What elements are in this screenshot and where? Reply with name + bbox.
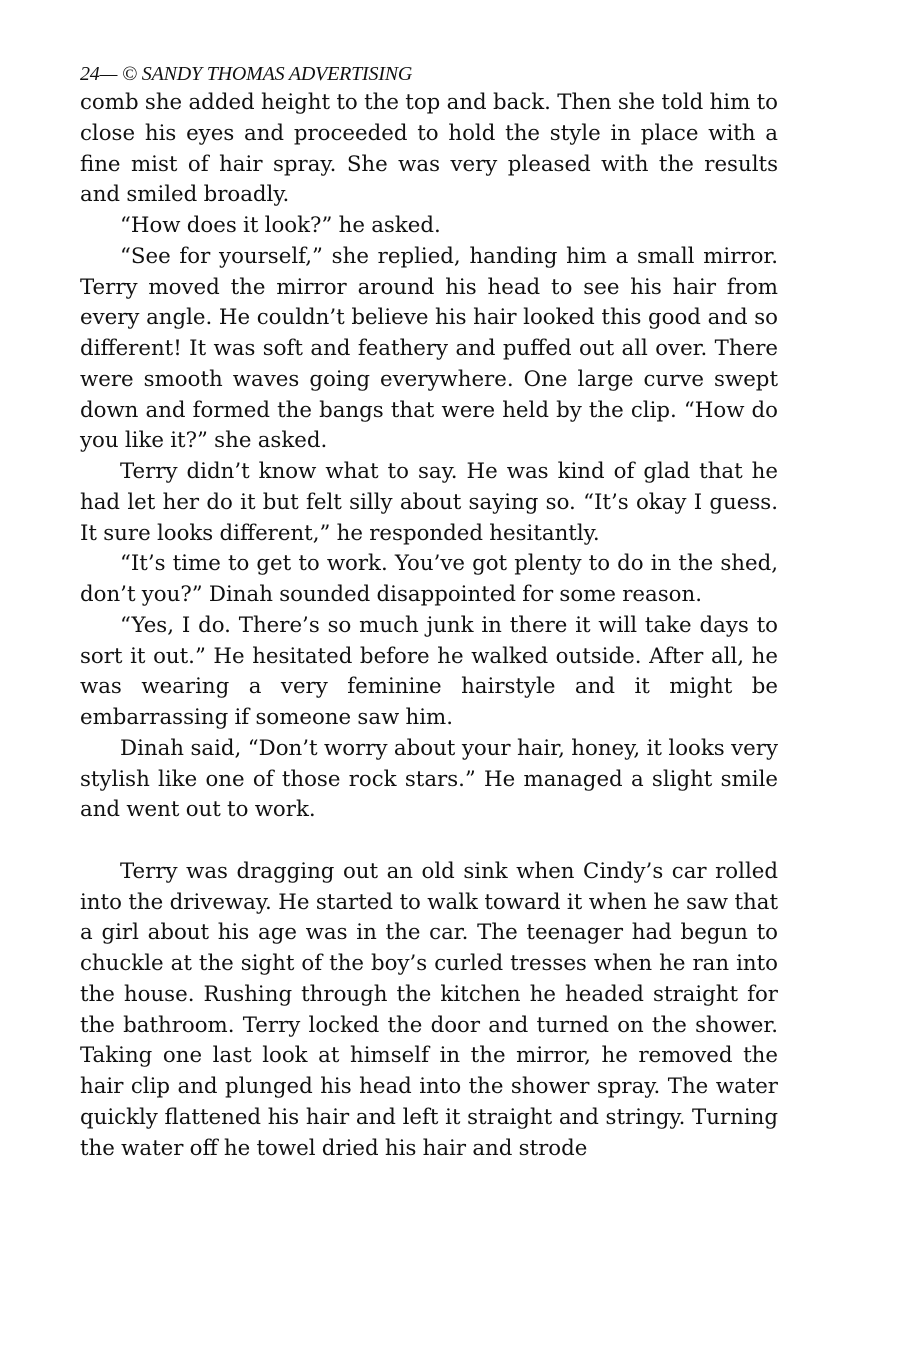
paragraph: “How does it look?” he asked.: [120, 213, 441, 238]
book-page: [80, 62, 778, 1164]
body-text: [80, 88, 778, 1164]
paragraph: “See for yourself,” she replied, handing him a small mirror. Terry moved the mirror around his head to see his hair from every angle. He couldn’t believe his hair looked this good and so different! It was soft and feathery and puffed out all over. There were smooth waves going everywhere. One large curve swept down and formed the bangs that were held by the clip. “How do you like it?” she asked.: [80, 243, 778, 454]
paragraph: Terry was dragging out an old sink when Cindy’s car rolled into the driveway. He started to walk toward it when he saw that a girl about his age was in the car. The teenager had begun to chuckle at the sight of the boy’s curled tresses when he ran into the house. Rushing through the kitchen he headed straight for the bathroom. Terry locked the door and turned on the shower. Taking one last look at himself in the mirror, he removed the hair clip and plunged his head into the shower spray. The water quickly flattened his hair and left it straight and stringy. Turning the water off he towel dried his hair and strode: [80, 858, 778, 1161]
paragraph: comb she added height to the top and back. Then she told him to close his eyes and proceeded to hold the style in place with a fine mist of hair spray. She was very pleased with the results and smiled broadly.: [80, 90, 778, 208]
paragraph: “Yes, I do. There’s so much junk in there it will take days to sort it out.” He hesitated before he walked outside. After all, he was wearing a very feminine hairstyle and it might be embarrassing if someone saw him.: [80, 612, 778, 730]
running-header: 24— © SANDY THOMAS ADVERTISING: [80, 63, 413, 85]
paragraph: Terry didn’t know what to say. He was kind of glad that he had let her do it but felt silly about saying so. “It’s okay I guess. It sure looks different,” he responded hesitantly.: [80, 459, 778, 546]
paragraph: “It’s time to get to work. You’ve got plenty to do in the shed, don’t you?” Dinah sounded disappointed for some reason.: [80, 551, 778, 607]
paragraph: Dinah said, “Don’t worry about your hair, honey, it looks very stylish like one of those rock stars.” He managed a slight smile and went out to work.: [80, 735, 778, 823]
